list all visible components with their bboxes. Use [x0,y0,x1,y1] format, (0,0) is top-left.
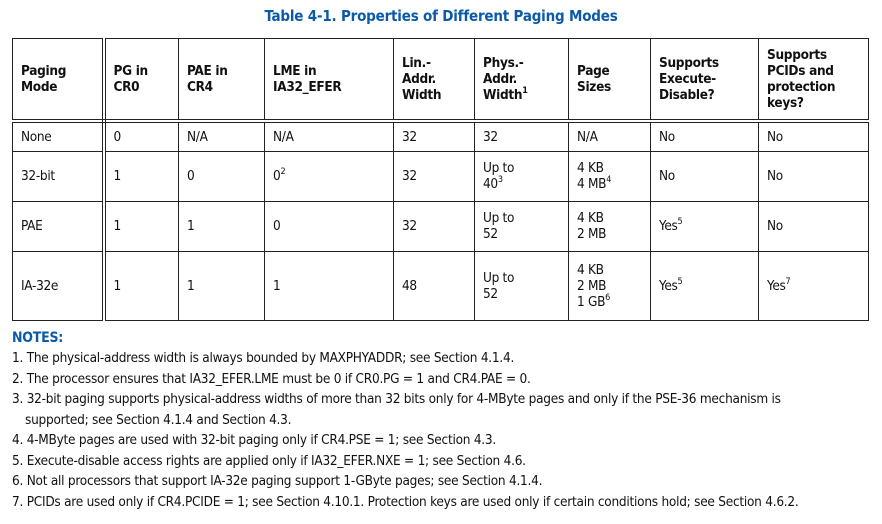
table-cell [394,251,475,320]
footnote-ref: 1 [522,86,528,96]
table-cell [13,121,104,151]
table-cell [569,121,651,151]
table-title: Table 4-1. Properties of Different Paging Modes [264,7,618,25]
cell-text: 1 [273,277,281,294]
cell-text: 32 [402,168,417,184]
cell-text: PG in [113,63,148,79]
table-cell [569,251,651,320]
cell-text: Page [577,63,610,79]
table-row [13,201,869,251]
cell-text: N/A [273,128,294,145]
cell-text: 1 [113,168,121,184]
footnote-ref: 3 [497,175,503,185]
table-cell [759,251,869,320]
cell-text: 32 [483,128,498,145]
cell-text: 4 KB [577,261,604,278]
column-header [265,39,394,122]
cell-text: IA-32e [21,277,59,294]
cell-text: Supports [659,55,719,71]
cell-text: Execute- [659,71,716,87]
column-header [104,39,179,122]
table-cell [394,201,475,251]
cell-text: No [767,168,783,184]
cell-text: keys? [767,95,804,111]
table-cell [13,151,104,201]
table-cell [179,201,265,251]
table-cell [394,121,475,151]
table-cell [265,151,394,201]
table-cell [179,121,265,151]
table-cell [104,251,179,320]
table-cell [104,151,179,201]
cell-text: Up to [483,160,515,176]
cell-text: Paging [21,63,67,79]
cell-text: 2 MB [577,226,607,242]
table-row [13,121,869,151]
cell-text: 48 [402,277,417,294]
cell-text: No [767,128,783,145]
cell-text: 1 [113,277,121,294]
note-item: 4. 4-MByte pages are used with 32-bit paging only if CR4.PSE = 1; see Section 4.3. [12,432,496,448]
table-cell [759,201,869,251]
cell-text: 32 [402,128,417,145]
cell-text: 0 [273,168,281,184]
table-cell [475,151,569,201]
table-cell [651,201,759,251]
note-item: 2. The processor ensures that IA32_EFER.LME must be 0 if CR0.PG = 1 and CR4.PAE = 0. [12,370,531,387]
cell-text: N/A [577,128,598,145]
footnote-ref: 7 [785,276,791,287]
table-cell [651,121,759,151]
cell-text: Mode [21,79,58,95]
notes-section [12,328,799,512]
cell-text: 32 [402,218,417,234]
cell-text: PAE in [187,63,228,79]
cell-text: None [21,128,52,145]
cell-text: No [659,128,675,145]
header-row [13,39,869,122]
cell-text: PAE [21,218,43,234]
table-cell [265,121,394,151]
cell-text: 1 [187,277,195,294]
cell-text: Yes [659,218,678,234]
notes-heading: NOTES: [12,330,64,346]
cell-text: 1 GB [577,293,606,310]
cell-text: 2 MB [577,277,607,294]
cell-text: Width [402,87,442,103]
cell-text: Up to [483,269,515,286]
cell-text: 0 [273,218,281,234]
cell-text: IA32_EFER [273,79,342,95]
cell-text: 1 [187,218,195,234]
column-header [179,39,265,122]
cell-text: Sizes [577,79,611,95]
cell-text: 52 [483,226,498,242]
cell-text: 0 [187,168,195,184]
cell-text: protection [767,79,836,95]
cell-text: No [659,168,675,184]
paging-modes-table [12,38,869,321]
cell-text: CR4 [187,79,213,95]
footnote-ref: 2 [280,167,286,177]
cell-text: 4 KB [577,210,604,226]
table-cell [179,151,265,201]
table-cell [104,121,179,151]
table-cell [651,151,759,201]
table-row [13,151,869,201]
table-cell [759,151,869,201]
cell-text: 1 [113,218,121,234]
cell-text: Yes [767,277,786,294]
table-cell [179,251,265,320]
cell-text: Width [483,87,523,103]
column-header [759,39,869,122]
note-item: 6. Not all processors that support IA-32e paging support 1-GByte pages; see Section 4.1.4. [12,473,543,489]
column-header [569,39,651,122]
cell-text: Yes [659,277,678,294]
note-item: 7. PCIDs are used only if CR4.PCIDE = 1; see Section 4.10.1. Protection keys are used only if certain conditions hold; see Section 4.6.2. [12,493,799,510]
note-item: supported; see Section 4.1.4 and Section 4.3. [25,411,292,428]
table-cell [475,201,569,251]
cell-text: Lin.- [402,55,431,71]
column-header [13,39,104,122]
table-cell [13,201,104,251]
table-cell [265,251,394,320]
table-cell [759,121,869,151]
cell-text: 40 [483,176,498,192]
table-cell [569,151,651,201]
cell-text: PCIDs and [767,63,834,79]
cell-text: 52 [483,285,498,302]
column-header [475,39,569,122]
cell-text: LME in [273,63,317,79]
cell-text: 4 KB [577,160,604,176]
note-item: 3. 32-bit paging supports physical-address widths of more than 32 bits only for 4-MByte pages and only if the PSE-36 mechanism is [12,391,781,407]
footnote-ref: 5 [677,276,683,287]
cell-text: CR0 [113,79,140,95]
cell-text: Phys.- [483,55,524,71]
footnote-ref: 5 [677,217,683,227]
table-cell [13,251,104,320]
table-cell [651,251,759,320]
footnote-ref: 4 [606,175,612,185]
column-header [651,39,759,122]
note-item: 5. Execute-disable access rights are applied only if IA32_EFER.NXE = 1; see Section 4.6. [12,452,526,469]
table-cell [104,201,179,251]
cell-text: N/A [187,128,208,145]
footnote-ref: 6 [605,292,610,303]
cell-text: 0 [113,128,121,145]
table-cell [569,201,651,251]
cell-text: Disable? [659,87,715,103]
cell-text: 4 MB [577,176,607,192]
cell-text: Supports [767,47,827,63]
table-cell [265,201,394,251]
cell-text: Addr. [483,71,517,87]
cell-text: Addr. [402,71,436,87]
column-header [394,39,475,122]
note-item: 1. The physical-address width is always bounded by MAXPHYADDR; see Section 4.1.4. [12,350,515,366]
cell-text: Up to [483,210,515,226]
cell-text: 32-bit [21,168,55,184]
cell-text: No [767,218,783,234]
table-cell [394,151,475,201]
table-cell [475,121,569,151]
table-cell [475,251,569,320]
table-row [13,251,869,320]
